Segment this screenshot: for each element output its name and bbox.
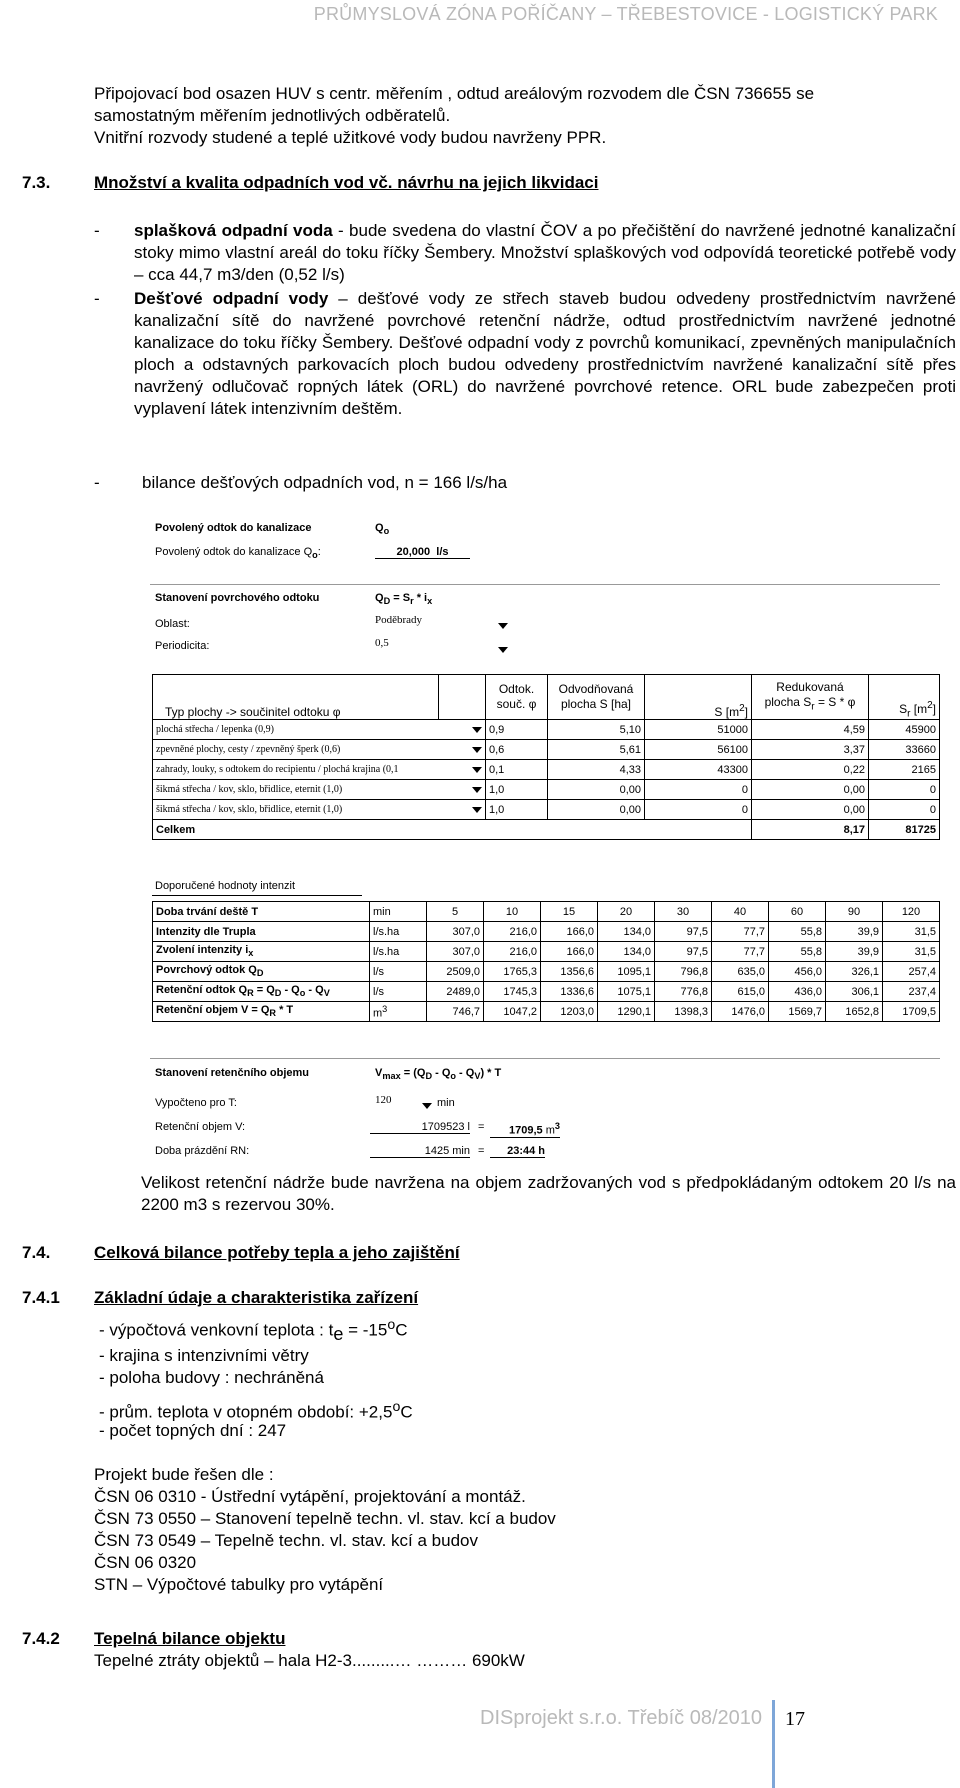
- cell-ha[interactable]: 5,61: [548, 740, 645, 760]
- bullet-sewage-text: - bude svedena do vlastní ČOV a po přečištění do navržené jednotné kanalizační stoky mimo vlastní areál do toku říčky Šembery. Množství splaškových vod odpovídá teoretické potřebě vody – cca 44,7 m3/den (0,52 l/s): [134, 221, 956, 284]
- table-row: Retenční odtok $Q_R = Q_D - Q_o - Q_V$ l/s 2489,0 1745,3 1336,6 1075,1 776,8 615,0 436,0 306,1 237,4: [153, 982, 940, 1002]
- cell-coef[interactable]: 0,1: [486, 760, 548, 780]
- surface-type-select[interactable]: plochá střecha / lepenka (0,9): [153, 720, 439, 740]
- table-row: [153, 780, 940, 800]
- project-line-3: ČSN 73 0549 – Tepelně techn. vl. stav. kcí a budov: [94, 1531, 478, 1550]
- empty-time-label: Doba prázdění RN:: [155, 1145, 250, 1157]
- area-dropdown-arrow-icon[interactable]: [498, 616, 508, 634]
- cell-reduced: 3,37: [752, 740, 869, 760]
- cell-m2: 43300: [645, 760, 752, 780]
- table-row: Zvolení intenzity $i_x$ l/s.ha 307,0 216,0 166,0 134,0 97,5 77,7 55,8 39,9 31,5: [153, 942, 940, 962]
- cell-sr: 2165: [869, 760, 940, 780]
- bullet-rain: [134, 288, 956, 420]
- header-coef: Odtok. souč. φ: [486, 675, 548, 720]
- row-label: Retenční objem $V = Q_R * T$: [153, 1002, 370, 1022]
- surface-runoff-heading: Stanovení povrchového odtoku: [155, 592, 320, 604]
- cell-ha[interactable]: 0,00: [548, 780, 645, 800]
- allowed-outflow-value: 20,000 l/s: [375, 546, 470, 559]
- project-line-4: ČSN 06 0320: [94, 1553, 197, 1572]
- cell-ha[interactable]: 4,33: [548, 760, 645, 780]
- cell-m2: 51000: [645, 720, 752, 740]
- chevron-down-icon[interactable]: [422, 1096, 432, 1114]
- divider: [150, 584, 940, 585]
- periodicity-select[interactable]: 0,5: [375, 637, 389, 649]
- table-row: Povrchový odtok $Q_D$ l/s 2509,0 1765,3 1356,6 1095,1 796,8 635,0 456,0 326,1 257,4: [153, 962, 940, 982]
- cell-m2: 56100: [645, 740, 752, 760]
- intro-text: [94, 83, 944, 149]
- cell-ha[interactable]: 0,00: [548, 800, 645, 820]
- row-label: Povrchový odtok $Q_D$: [153, 962, 370, 982]
- basics-line-5: - počet topných dní : 247: [99, 1421, 287, 1440]
- row-label: Retenční odtok $Q_R = Q_D - Q_o - Q_V$: [153, 982, 370, 1002]
- area-select[interactable]: Poděbrady: [375, 614, 423, 626]
- cell-ha[interactable]: 5,10: [548, 720, 645, 740]
- basics-line-2: - krajina s intenzivními větry: [99, 1346, 309, 1365]
- section-7-4-number: 7.4.: [22, 1243, 51, 1262]
- row-unit: min: [370, 902, 427, 922]
- chevron-down-icon[interactable]: [439, 720, 486, 740]
- empty-time-hours: 23:44 h: [490, 1145, 545, 1158]
- qo-symbol: $Q_o$: [375, 522, 390, 537]
- project-line-5: STN – Výpočtové tabulky pro vytápění: [94, 1575, 384, 1594]
- section-7-4-1-title: Základní údaje a charakteristika zařízení: [94, 1288, 419, 1307]
- surface-table: [152, 674, 940, 840]
- retention-volume-m3: 1709,5 $m^3$: [490, 1121, 560, 1138]
- section-7-3-title: Množství a kvalita odpadních vod vč. návrhu na jejich likvidaci: [94, 173, 599, 192]
- basics-line-4: - prům. teplota v otopném období: $+2,5^oC$: [99, 1399, 413, 1422]
- row-unit: $m^3$: [370, 1002, 427, 1022]
- surface-type-select[interactable]: šikmá střecha / kov, sklo, břidlice, eternit (1,0): [153, 800, 439, 820]
- calc-for-label: Vypočteno pro T:: [155, 1097, 237, 1109]
- row-unit: l/s.ha: [370, 942, 427, 962]
- retention-volume-label: Retenční objem V:: [155, 1121, 246, 1133]
- section-7-4-title: Celková bilance potřeby tepla a jeho zajištění: [94, 1243, 460, 1262]
- chevron-down-icon[interactable]: [439, 780, 486, 800]
- heat-loss-line: Tepelné ztráty objektů – hala H2-3.........… ……… 690kW: [94, 1651, 525, 1670]
- project-line-0: Projekt bude řešen dle :: [94, 1465, 274, 1484]
- cell-coef[interactable]: 0,9: [486, 720, 548, 740]
- chevron-down-icon[interactable]: [439, 800, 486, 820]
- divider: [152, 895, 362, 896]
- cell-reduced: 0,00: [752, 800, 869, 820]
- retention-formula: $V_{max} = (Q_D - Q_o - Q_V) * T$: [375, 1067, 502, 1082]
- section-7-3-number: 7.3.: [22, 173, 51, 192]
- surface-type-select[interactable]: šikmá střecha / kov, sklo, břidlice, eternit (1,0): [153, 780, 439, 800]
- intensity-table: [152, 901, 940, 1022]
- table-row: [153, 720, 940, 740]
- surface-type-select[interactable]: zpevněné plochy, cesty / zpevněný šperk (0,6): [153, 740, 439, 760]
- allowed-outflow-heading: Povolený odtok do kanalizace: [155, 522, 312, 534]
- cell-reduced: 4,59: [752, 720, 869, 740]
- bullet-dash: -: [94, 221, 100, 240]
- header-reduced: Redukovaná plocha $S_r = S * \varphi$: [752, 675, 869, 720]
- cell-sr: 0: [869, 780, 940, 800]
- cell-m2: 0: [645, 800, 752, 820]
- chevron-down-icon[interactable]: [439, 740, 486, 760]
- cell-sr: 33660: [869, 740, 940, 760]
- cell-coef[interactable]: 0,6: [486, 740, 548, 760]
- intro-line-1: Připojovací bod osazen HUV s centr. měřením , odtud areálovým rozvodem dle ČSN 736655 se: [94, 84, 815, 103]
- row-unit: l/s: [370, 962, 427, 982]
- cell-reduced: 0,22: [752, 760, 869, 780]
- calc-for-select[interactable]: 120: [375, 1094, 392, 1106]
- table-row: [153, 740, 940, 760]
- header-sr: $S_r$ $[m^2]$: [869, 675, 940, 720]
- intensity-title: Doporučené hodnoty intenzit: [155, 880, 296, 892]
- running-header: PRŮMYSLOVÁ ZÓNA POŘÍČANY – TŘEBESTOVICE - LOGISTICKÝ PARK: [313, 4, 938, 24]
- table-row: Intenzity dle Trupla l/s.ha 307,0 216,0 166,0 134,0 97,5 77,7 55,8 39,9 31,5: [153, 922, 940, 942]
- intro-line-2: samostatným měřením jednotlivých odběratelů.: [94, 106, 451, 125]
- row-label: Intenzity dle Trupla: [153, 922, 370, 942]
- row-label: Doba trvání deště T: [153, 902, 370, 922]
- project-standards: [94, 1464, 556, 1596]
- retention-note: Velikost retenční nádrže bude navržena na objem zadržovaných vod s předpokládaným odtokem 20 l/s na 2200 m3 s rezervou 30%.: [141, 1173, 956, 1214]
- row-label: Zvolení intenzity $i_x$: [153, 942, 370, 962]
- cell-coef[interactable]: 1,0: [486, 800, 548, 820]
- section-7-4-2-number: 7.4.2: [22, 1629, 60, 1648]
- bullet-rain-text: – dešťové vody ze střech staveb budou odvedeny prostřednictvím navržené kanalizační sítě do navržené povrchové retenční nádrže, odtud prostřednictvím navržené jednotné kanalizace do toku říčky Šembery. Dešťové odpadní vody z povrchů komunikací, zpevněných manipulačních ploch a odstavných parkovacích ploch budou odvedeny prostřednictvím navržené kanalizační sítě přes navržený odlučovač ropných látek (ORL) do navržené povrchové retence. ORL bude zabezpečen proti vyplavení látek intenzivním deštěm.: [134, 289, 956, 418]
- calc-for-unit: min: [437, 1097, 455, 1109]
- empty-time-min: 1425 min: [370, 1145, 470, 1158]
- equals-sign: =: [478, 1145, 485, 1157]
- total-sr: 81725: [869, 820, 940, 840]
- section-7-4-1-number: 7.4.1: [22, 1288, 60, 1307]
- total-reduced: 8,17: [752, 820, 869, 840]
- table-total-row: [153, 820, 940, 840]
- cell-reduced: 0,00: [752, 780, 869, 800]
- header-type: Typ plochy -> součinitel odtoku φ: [153, 675, 439, 720]
- bullet-sewage-bold: splašková odpadní voda: [134, 221, 333, 240]
- table-row: [153, 760, 940, 780]
- cell-m2: 0: [645, 780, 752, 800]
- surface-table-header: [153, 675, 940, 720]
- equals-sign: =: [478, 1121, 485, 1133]
- allowed-outflow-label: Povolený odtok do kanalizace $Q_o$:: [155, 546, 321, 561]
- project-line-2: ČSN 73 0550 – Stanovení tepelně techn. vl. stav. kcí a budov: [94, 1509, 556, 1528]
- retention-volume-liters: 1709523 l: [370, 1121, 470, 1134]
- runoff-formula: $Q_D = S_r * i_x$: [375, 592, 433, 607]
- total-label: Celkem: [153, 820, 752, 840]
- intro-line-3: Vnitřní rozvody studené a teplé užitkové vody budou navrženy PPR.: [94, 128, 607, 147]
- row-unit: l/s: [370, 982, 427, 1002]
- section-7-4-2-title: Tepelná bilance objektu: [94, 1629, 286, 1648]
- table-row: [153, 800, 940, 820]
- header-area-ha: Odvodňovaná plocha S [ha]: [548, 675, 645, 720]
- table-row: Doba trvání deště T min 5 10 15 20 30 40 60 90 120: [153, 902, 940, 922]
- periodicity-dropdown-arrow-icon[interactable]: [498, 640, 508, 658]
- periodicity-label: Periodicita:: [155, 640, 210, 652]
- bullet-rain-bold: Dešťové odpadní vody: [134, 289, 329, 308]
- table-row: Retenční objem $V = Q_R * T$ $m^3$ 746,7 1047,2 1203,0 1290,1 1398,3 1476,0 1569,7 1652,8 1709,5: [153, 1002, 940, 1022]
- bullet-sewage: [134, 220, 956, 286]
- divider: [150, 1058, 940, 1059]
- basics-line-3: - poloha budovy : nechráněná: [99, 1368, 324, 1387]
- bullet-dash: -: [94, 289, 100, 308]
- cell-sr: 45900: [869, 720, 940, 740]
- cell-coef[interactable]: 1,0: [486, 780, 548, 800]
- surface-type-select[interactable]: zahrady, louky, s odtokem do recipientu / plochá krajina (0,1: [153, 760, 439, 780]
- project-line-1: ČSN 06 0310 - Ústřední vytápění, projektování a montáž.: [94, 1487, 526, 1506]
- cell-sr: 0: [869, 800, 940, 820]
- basics-line-1: - výpočtová venkovní teplota : $t_e = -15^oC$: [99, 1317, 408, 1345]
- header-area-m2: S $[m^2]$: [645, 675, 752, 720]
- row-unit: l/s.ha: [370, 922, 427, 942]
- area-label: Oblast:: [155, 618, 190, 630]
- retention-title: Stanovení retenčního objemu: [155, 1067, 310, 1079]
- page-number: 17: [785, 1708, 805, 1730]
- bullet-dash: -: [94, 473, 100, 492]
- footer-bar: [772, 1700, 775, 1788]
- bullet-balance: bilance dešťových odpadních vod, n = 166 l/s/ha: [142, 473, 508, 492]
- footer-company: DISprojekt s.r.o. Třebíč 08/2010: [480, 1707, 763, 1729]
- chevron-down-icon[interactable]: [439, 760, 486, 780]
